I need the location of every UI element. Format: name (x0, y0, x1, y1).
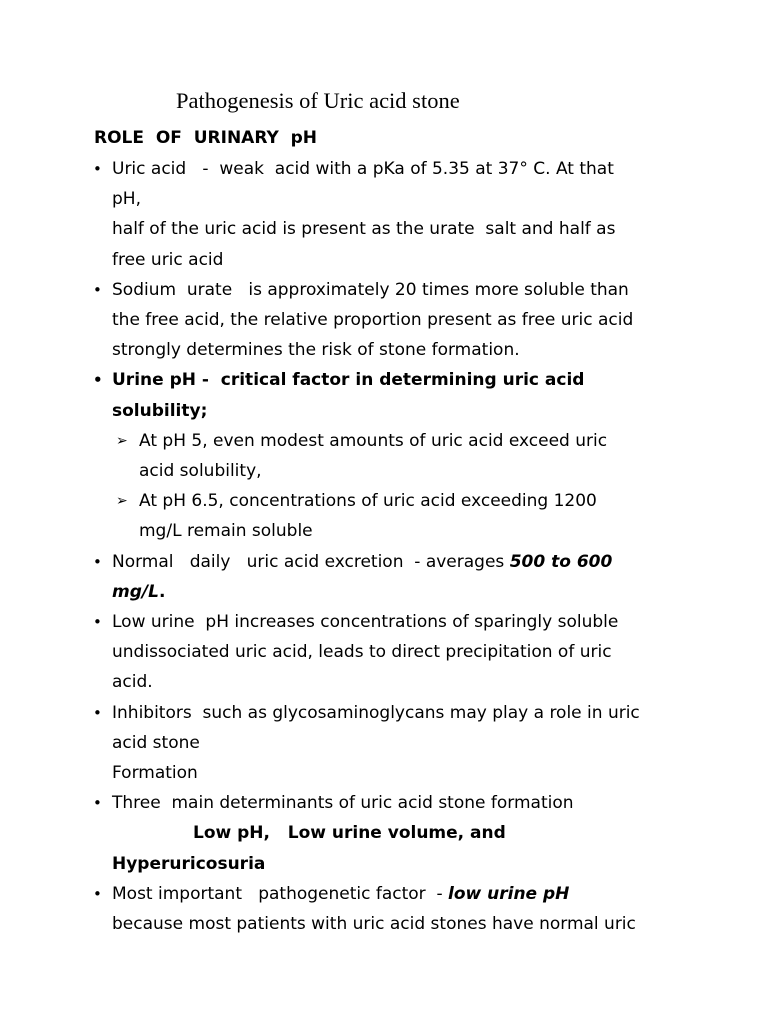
bullet-item (94, 365, 694, 425)
sub-bullet-item (94, 486, 694, 546)
text-line: At pH 5, even modest amounts of uric acid exceed uric (139, 430, 608, 451)
bullet-icon: • (93, 552, 102, 571)
bullet-item (94, 698, 694, 789)
text-line: solubility; (112, 400, 208, 421)
text-run: . (158, 581, 166, 602)
arrow-bullet-icon: ➢ (116, 432, 128, 449)
text-line: free uric acid (112, 249, 224, 270)
text-line: Formation (112, 763, 198, 784)
arrow-bullet-icon: ➢ (116, 493, 128, 510)
text-line: because most patients with uric acid stones have normal uric (112, 914, 636, 935)
bullet-item (94, 879, 694, 939)
bullet-item (94, 607, 694, 698)
text-line: acid. (112, 672, 153, 693)
bullet-icon: • (93, 794, 102, 813)
sub-bullet-item (94, 426, 694, 486)
bullet-icon: • (93, 613, 102, 632)
text-line (112, 879, 694, 909)
bullet-icon: • (93, 884, 102, 903)
text-line: Sodium urate is approximately 20 times more soluble than (112, 279, 629, 300)
text-line: strongly determines the risk of stone formation. (112, 340, 520, 361)
document-body (94, 154, 694, 939)
text-line: pH, (112, 189, 141, 210)
bullet-item (94, 788, 694, 879)
text-line: Hyperuricosuria (112, 853, 266, 874)
emphasis-text: low urine pH (448, 883, 570, 904)
text-line: Urine pH - critical factor in determining uric acid (112, 370, 585, 391)
text-line (112, 577, 694, 607)
text-line: Low urine pH increases concentrations of sparingly soluble (112, 612, 619, 633)
bullet-item (94, 154, 694, 275)
text-line: undissociated uric acid, leads to direct precipitation of uric (112, 642, 612, 663)
emphasis-text: mg/L (112, 581, 159, 602)
bullet-icon: • (93, 703, 102, 722)
text-line: Low pH, Low urine volume, and (193, 823, 506, 844)
text-run: Normal daily uric acid excretion - averages (112, 551, 510, 572)
bullet-icon: • (93, 280, 102, 299)
text-line: At pH 6.5, concentrations of uric acid exceeding 1200 (139, 491, 597, 512)
bullet-item (94, 275, 694, 366)
text-line (112, 547, 694, 577)
emphasis-text: 500 to 600 (509, 551, 613, 572)
text-line: Inhibitors such as glycosaminoglycans may play a role in uric (112, 702, 640, 723)
text-run: Most important pathogenetic factor - (112, 883, 449, 904)
document-title: Pathogenesis of Uric acid stone (176, 88, 460, 113)
section-heading: ROLE OF URINARY pH (94, 128, 318, 148)
text-line: the free acid, the relative proportion present as free uric acid (112, 310, 634, 331)
text-line: half of the uric acid is present as the urate salt and half as (112, 219, 616, 240)
text-line: Three main determinants of uric acid stone formation (112, 793, 574, 814)
text-line: acid stone (112, 732, 200, 753)
bullet-icon: • (93, 371, 103, 390)
bullet-icon: • (93, 160, 102, 178)
text-line: acid solubility, (139, 461, 262, 482)
bullet-item (94, 547, 694, 607)
text-line: mg/L remain soluble (139, 521, 313, 542)
text-line: Uric acid - weak acid with a pKa of 5.35 at 37° C. At that (112, 159, 614, 179)
